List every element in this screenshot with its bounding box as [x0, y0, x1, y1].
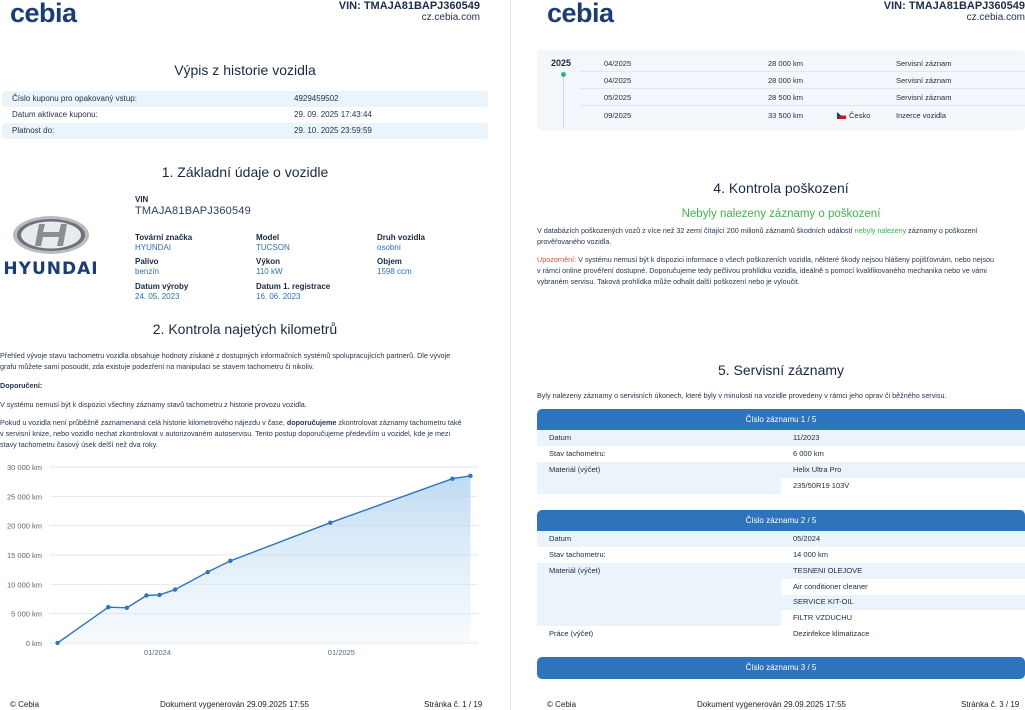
history-row [580, 55, 1025, 72]
service-record-row: Datum 11/2023 [537, 430, 1025, 446]
coupon-row [2, 107, 488, 123]
header-vin: VIN: TMAJA81BAPJ360549 [883, 0, 1025, 12]
history-km: 33 500 km [768, 111, 804, 120]
service-intro: Byly nalezeny záznamy o servisních úkonech, které byly v minulosti na vozidle provedeny v rámci jeho oprav či běžného servisu. [537, 391, 947, 400]
odometer-advice: Pokud u vozidla není průběžně zaznamenaná celá historie kilometrového nájezdu v čase, doporučujeme zkontrolovat záznamy tachometru také v servisní knize, nebo vozidlo nechat zkontrolovat v autorizovaném autoservisu. Tento postup doporučujeme především u vozidel, kde je mezi stavy tachometru časový úsek delší než dva roky. [0, 418, 462, 449]
header-site-link[interactable]: cz.cebia.com [966, 12, 1025, 23]
history-row [580, 107, 1025, 124]
coupon-row [2, 123, 488, 139]
service-record-header[interactable]: Číslo záznamu 1 / 5 [537, 409, 1025, 430]
odometer-area [58, 476, 471, 643]
spec-fuel: Palivo benzín [135, 257, 160, 276]
no-damage-heading: Nebyly nalezeny záznamy o poškození [681, 208, 881, 220]
history-year: 2025 [551, 58, 572, 68]
spec-registration-date: Datum 1. registrace 16. 06. 2023 [256, 282, 331, 301]
service-record-row: Materiál (výčet) Helix Ultra Pro 235/50R19 103V [537, 462, 1025, 494]
odometer-point [450, 477, 454, 481]
coupon-value: 29. 10. 2025 23:59:59 [294, 126, 372, 135]
service-record-row: Stav tachometru: 14 000 km [549, 550, 829, 559]
history-date: 04/2025 [604, 76, 632, 85]
odometer-chart [0, 458, 490, 663]
coupon-value: 4929459502 [294, 94, 339, 103]
y-tick-label: 5 000 km [11, 609, 42, 619]
spec-power: Výkon 110 kW [256, 257, 283, 276]
spec-brand: Tovární značka HYUNDAI [135, 233, 193, 252]
timeline-dot [561, 72, 566, 77]
coupon-label: Datum aktivace kuponu: [12, 110, 98, 119]
damage-warning: Upozornění: V systému nemusí být k dispozici informace o všech poškozeních vozidla, některé škody nejsou hlášeny pojišťovnám, nebo nejsou v rámci online prověření dostupné. Doporučujeme tedy pečlivou prohlídku vozidla, ideálně s pomocí kvalifikovaného mechanika nebo ve vámi vybraném servisu. Taková prohlídka může odhalit další poškození nebo je vyloučit. [537, 255, 994, 286]
service-record-row: Práce (výčet) Dezinfekce klimatizace [549, 629, 870, 638]
odometer-point [144, 593, 148, 597]
history-row [580, 89, 1025, 106]
material-cell: 235/50R19 103V [781, 478, 1025, 494]
x-tick-label: 01/2024 [143, 648, 172, 657]
section-1-title: 1. Základní údaje o vozidle [161, 164, 329, 180]
history-row [580, 72, 1025, 89]
header-site-link[interactable]: cz.cebia.com [421, 12, 480, 23]
cebia-logo: cebia [10, 0, 77, 28]
hyundai-logo [2, 213, 98, 279]
page-header [339, 0, 480, 24]
history-km: 28 000 km [768, 59, 804, 68]
section-2-title: 2. Kontrola najetých kilometrů [152, 321, 338, 337]
service-record-row: Stav tachometru: 6 000 km [549, 449, 824, 458]
timeline-line [563, 72, 564, 128]
footer-page-number: Stránka č. 3 / 19 [961, 700, 1020, 709]
recommendation-text: V systému nemusí být k dispozici všechny záznamy stavů tachometru z historie provozu vozidla. [0, 400, 307, 409]
odometer-point [157, 593, 161, 597]
recommendation-heading: Doporučení: [0, 381, 43, 390]
material-cell: SERVICE KIT-OIL [793, 597, 854, 606]
history-km: 28 500 km [768, 93, 804, 102]
y-tick-label: 20 000 km [6, 521, 42, 531]
footer-generated: Dokument vygenerován 29.09.2025 17:55 [697, 700, 846, 709]
odometer-point [106, 605, 110, 609]
history-type: Servisní záznam [896, 59, 952, 68]
history-country: Česko [837, 107, 849, 124]
odometer-point [125, 606, 129, 610]
footer-copyright: © Cebia [10, 700, 40, 709]
footer-generated: Dokument vygenerován 29.09.2025 17:55 [160, 700, 309, 709]
history-type: Inzerce vozidla [896, 111, 947, 120]
hyundai-logo-text: HYUNDAI [3, 259, 98, 279]
history-type: Servisní záznam [896, 93, 952, 102]
odometer-point [206, 570, 210, 574]
vin-label: VIN [135, 195, 149, 204]
history-km: 28 000 km [768, 76, 804, 85]
material-cell: Air conditioner cleaner [781, 579, 1025, 595]
y-tick-label: 30 000 km [6, 463, 42, 472]
y-tick-label: 0 km [25, 639, 42, 648]
report-page-3 [537, 0, 1025, 710]
service-record-row: Materiál (výčet) TESNENI OLEJOVE Air conditioner cleaner SERVICE KIT-OIL FILTR VZDUCHU [537, 563, 1025, 626]
coupon-label: Platnost do: [12, 126, 55, 135]
vin-value: TMAJA81BAPJ360549 [135, 205, 251, 217]
report-title: Výpis z historie vozidla [174, 62, 316, 78]
material-cell: FILTR VZDUCHU [781, 610, 1025, 626]
y-tick-label: 25 000 km [6, 492, 42, 502]
footer-page-number: Stránka č. 1 / 19 [424, 700, 483, 709]
page-divider [510, 0, 511, 710]
spec-manufacture-date: Datum výroby 24. 05. 2023 [135, 282, 189, 301]
y-tick-label: 10 000 km [6, 580, 42, 590]
service-record-header[interactable]: Číslo záznamu 2 / 5 [537, 510, 1025, 531]
odometer-point [228, 559, 232, 563]
history-date: 04/2025 [604, 59, 632, 68]
history-timeline [537, 50, 1025, 130]
section-5-title: 5. Servisní záznamy [717, 362, 845, 378]
spec-vehicle-type: Druh vozidla osobní [377, 233, 426, 252]
page-header [884, 0, 1025, 24]
czech-flag-icon [837, 112, 846, 119]
history-date: 09/2025 [604, 111, 632, 120]
footer-copyright: © Cebia [547, 700, 577, 709]
y-tick-label: 15 000 km [6, 551, 42, 560]
service-record-row: Datum 05/2024 [537, 531, 1025, 547]
x-tick-label: 01/2025 [327, 648, 355, 657]
odometer-intro: Přehled vývoje stavu tachometru vozidla obsahuje hodnoty získané z dostupných informačních systémů spolupracujících partnerů. Dle vývoje grafu můžete sami posoudit, zda existuje podezření na manipulaci se stavem tachometru či nikoliv. [0, 351, 451, 371]
damage-summary: V databázích poškozených vozů z více než 32 zemí čítající 200 milionů záznamů škodních událostí nebyly nalezeny záznamy o poškození prověřovaného vozidla. [537, 226, 978, 246]
header-vin: VIN: TMAJA81BAPJ360549 [338, 0, 480, 12]
section-4-title: 4. Kontrola poškození [713, 180, 849, 196]
coupon-value: 29. 09. 2025 17:43:44 [294, 110, 372, 119]
report-page-1 [0, 0, 490, 710]
spec-model: Model TUCSON [256, 233, 290, 252]
odometer-chart-svg [0, 458, 490, 663]
service-record-header[interactable]: Číslo záznamu 3 / 5 [537, 657, 1025, 679]
history-type: Servisní záznam [896, 76, 952, 85]
odometer-point [173, 587, 177, 591]
history-date: 05/2025 [604, 93, 632, 102]
spec-displacement: Objem 1598 ccm [377, 257, 412, 276]
coupon-row [2, 91, 488, 107]
odometer-point [55, 641, 59, 645]
odometer-point [328, 521, 332, 525]
coupon-label: Číslo kuponu pro opakovaný vstup: [12, 94, 137, 103]
odometer-point [468, 474, 472, 478]
cebia-logo: cebia [547, 0, 614, 28]
